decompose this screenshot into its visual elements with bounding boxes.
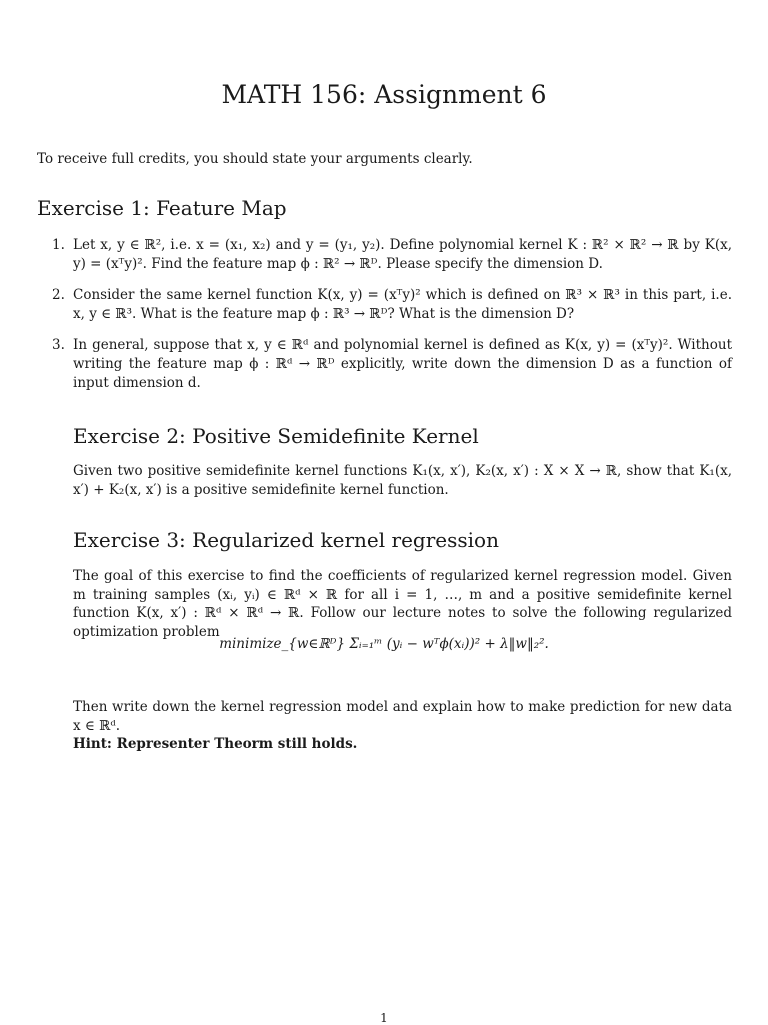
exercise-1-heading: Exercise 1: Feature Map	[37, 196, 287, 220]
exercise-3-text: The goal of this exercise to find the coefficients of regularized kernel regression model. Given m training samples (xᵢ, yᵢ) ∈ ℝᵈ × ℝ for all i = 1, …, m and a positive semidefinite kernel function K(x, x′) : ℝᵈ × ℝᵈ → ℝ. Follow our lecture notes to solve the following regularized optimization problem	[73, 568, 732, 640]
exercise-2-text: Given two positive semidefinite kernel functions K₁(x, x′), K₂(x, x′) : X × X → ℝ, show that K₁(x, x′) + K₂(x, x′) is a positive semidefinite kernel function.	[73, 463, 732, 498]
exercise-1-item-3	[52, 336, 732, 393]
exercise-1-item-2	[52, 286, 732, 324]
exercise-3-followup: Then write down the kernel regression model and explain how to make prediction for new data x ∈ ℝᵈ.	[73, 699, 732, 734]
item-number: 2.	[52, 287, 65, 303]
optimization-equation: minimize_{w∈ℝᴰ} Σᵢ₌₁ᵐ (yᵢ − wᵀϕ(xᵢ))² + λ‖w‖₂².	[219, 636, 549, 652]
page-number: 1	[380, 1011, 388, 1025]
exercise-3-heading: Exercise 3: Regularized kernel regression	[73, 528, 499, 552]
intro-text: To receive full credits, you should state your arguments clearly.	[37, 151, 473, 167]
hint-text: Hint: Representer Theorm still holds.	[73, 736, 358, 752]
page-title: MATH 156: Assignment 6	[221, 80, 547, 109]
item-text: Consider the same kernel function K(x, y) = (xᵀy)² which is defined on ℝ³ × ℝ³ in this part, i.e. x, y ∈ ℝ³. What is the feature map ϕ : ℝ³ → ℝᴰ? What is the dimension D?	[73, 287, 732, 322]
item-text: In general, suppose that x, y ∈ ℝᵈ and polynomial kernel is defined as K(x, y) = (xᵀy)². Without writing the feature map ϕ : ℝᵈ → ℝᴰ explicitly, write down the dimension D as a function of input dimension d.	[73, 337, 732, 391]
item-number: 1.	[52, 237, 65, 253]
exercise-1-item-1	[52, 236, 732, 274]
item-text: Let x, y ∈ ℝ², i.e. x = (x₁, x₂) and y = (y₁, y₂). Define polynomial kernel K : ℝ² × ℝ² → ℝ by K(x, y) = (xᵀy)². Find the feature map ϕ : ℝ² → ℝᴰ. Please specify the dimension D.	[73, 237, 732, 272]
exercise-1-list	[52, 236, 732, 393]
exercise-3-followup-block	[73, 698, 732, 754]
exercise-2-heading: Exercise 2: Positive Semidefinite Kernel	[73, 424, 479, 448]
item-number: 3.	[52, 337, 65, 353]
